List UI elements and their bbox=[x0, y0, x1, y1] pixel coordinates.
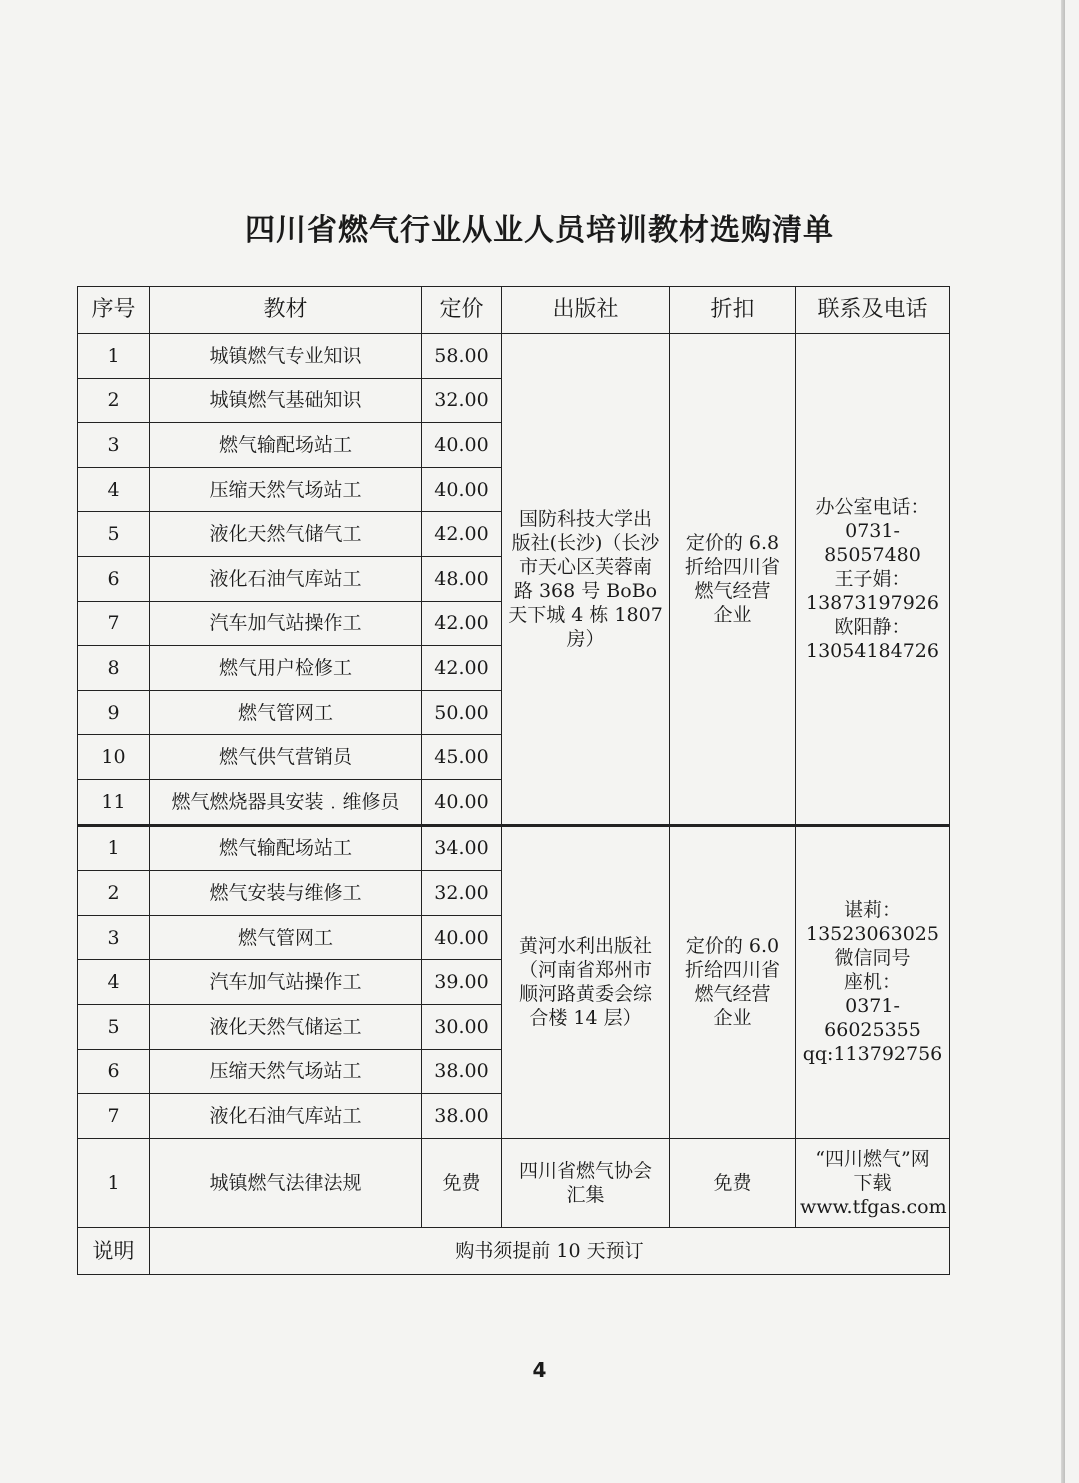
row-price: 40.00 bbox=[422, 915, 502, 960]
publisher-cell: 四川省燃气协会 汇集 bbox=[502, 1138, 670, 1227]
row-price: 42.00 bbox=[422, 646, 502, 691]
row-price: 50.00 bbox=[422, 690, 502, 735]
row-seq: 9 bbox=[78, 690, 150, 735]
row-price: 38.00 bbox=[422, 1094, 502, 1139]
row-seq: 3 bbox=[78, 423, 150, 468]
row-book: 燃气用户检修工 bbox=[150, 646, 422, 691]
table-row bbox=[78, 334, 950, 379]
header-book: 教材 bbox=[150, 287, 422, 334]
row-price: 38.00 bbox=[422, 1049, 502, 1094]
contact-cell: 谌莉： 13523063025 微信同号 座机： 0371-66025355 qq:113792756 bbox=[796, 825, 950, 1138]
row-seq: 1 bbox=[78, 1138, 150, 1227]
row-price: 45.00 bbox=[422, 735, 502, 780]
contact-cell: 办公室电话： 0731-85057480 王子娟： 13873197926 欧阳静： 13054184726 bbox=[796, 334, 950, 826]
row-price: 40.00 bbox=[422, 467, 502, 512]
row-seq: 1 bbox=[78, 825, 150, 871]
row-seq: 4 bbox=[78, 960, 150, 1005]
row-seq: 3 bbox=[78, 915, 150, 960]
row-book: 燃气安装与维修工 bbox=[150, 871, 422, 916]
row-price: 39.00 bbox=[422, 960, 502, 1005]
row-price: 58.00 bbox=[422, 334, 502, 379]
row-seq: 6 bbox=[78, 556, 150, 601]
row-book: 城镇燃气基础知识 bbox=[150, 378, 422, 423]
row-price: 免费 bbox=[422, 1138, 502, 1227]
row-book: 液化天然气储运工 bbox=[150, 1004, 422, 1049]
note-text: 购书须提前 10 天预订 bbox=[150, 1227, 950, 1274]
row-seq: 2 bbox=[78, 378, 150, 423]
row-price: 34.00 bbox=[422, 825, 502, 871]
row-price: 48.00 bbox=[422, 556, 502, 601]
row-book: 汽车加气站操作工 bbox=[150, 960, 422, 1005]
note-label: 说明 bbox=[78, 1227, 150, 1274]
publisher-cell: 黄河水利出版社 （河南省郑州市 顺河路黄委会综 合楼 14 层） bbox=[502, 825, 670, 1138]
header-contact: 联系及电话 bbox=[796, 287, 950, 334]
row-book: 城镇燃气法律法规 bbox=[150, 1138, 422, 1227]
row-price: 40.00 bbox=[422, 779, 502, 825]
row-book: 燃气管网工 bbox=[150, 915, 422, 960]
row-price: 32.00 bbox=[422, 871, 502, 916]
header-publisher: 出版社 bbox=[502, 287, 670, 334]
row-book: 液化石油气库站工 bbox=[150, 556, 422, 601]
row-seq: 6 bbox=[78, 1049, 150, 1094]
header-seq: 序号 bbox=[78, 287, 150, 334]
header-price: 定价 bbox=[422, 287, 502, 334]
row-book: 压缩天然气场站工 bbox=[150, 1049, 422, 1094]
row-seq: 7 bbox=[78, 1094, 150, 1139]
discount-cell: 定价的 6.0 折给四川省 燃气经营 企业 bbox=[670, 825, 796, 1138]
textbook-table bbox=[77, 286, 950, 1275]
row-seq: 4 bbox=[78, 467, 150, 512]
page-title: 四川省燃气行业从业人员培训教材选购清单 bbox=[245, 213, 834, 248]
row-book: 汽车加气站操作工 bbox=[150, 601, 422, 646]
row-seq: 8 bbox=[78, 646, 150, 691]
row-book: 液化天然气储气工 bbox=[150, 512, 422, 557]
row-seq: 10 bbox=[78, 735, 150, 780]
row-book: 燃气管网工 bbox=[150, 690, 422, 735]
discount-cell: 定价的 6.8 折给四川省 燃气经营 企业 bbox=[670, 334, 796, 826]
row-seq: 5 bbox=[78, 1004, 150, 1049]
row-seq: 11 bbox=[78, 779, 150, 825]
row-book: 燃气输配场站工 bbox=[150, 423, 422, 468]
row-book: 城镇燃气专业知识 bbox=[150, 334, 422, 379]
header-discount: 折扣 bbox=[670, 287, 796, 334]
note-row bbox=[78, 1227, 950, 1274]
row-book: 燃气供气营销员 bbox=[150, 735, 422, 780]
row-book: 燃气燃烧器具安装﹒维修员 bbox=[150, 779, 422, 825]
row-price: 42.00 bbox=[422, 601, 502, 646]
contact-cell: “四川燃气”网 下载 www.tfgas.com bbox=[796, 1138, 950, 1227]
page-number: 4 bbox=[532, 1358, 547, 1382]
row-price: 42.00 bbox=[422, 512, 502, 557]
row-price: 30.00 bbox=[422, 1004, 502, 1049]
row-price: 32.00 bbox=[422, 378, 502, 423]
row-seq: 1 bbox=[78, 334, 150, 379]
table-row bbox=[78, 825, 950, 871]
row-price: 40.00 bbox=[422, 423, 502, 468]
row-seq: 2 bbox=[78, 871, 150, 916]
row-book: 燃气输配场站工 bbox=[150, 825, 422, 871]
discount-cell: 免费 bbox=[670, 1138, 796, 1227]
row-seq: 7 bbox=[78, 601, 150, 646]
row-book: 液化石油气库站工 bbox=[150, 1094, 422, 1139]
row-book: 压缩天然气场站工 bbox=[150, 467, 422, 512]
row-seq: 5 bbox=[78, 512, 150, 557]
publisher-cell: 国防科技大学出 版社(长沙)（长沙 市天心区芙蓉南 路 368 号 BoBo 天下城 4 栋 1807 房） bbox=[502, 334, 670, 826]
table-header-row bbox=[78, 287, 950, 334]
table-row-free-material bbox=[78, 1138, 950, 1227]
